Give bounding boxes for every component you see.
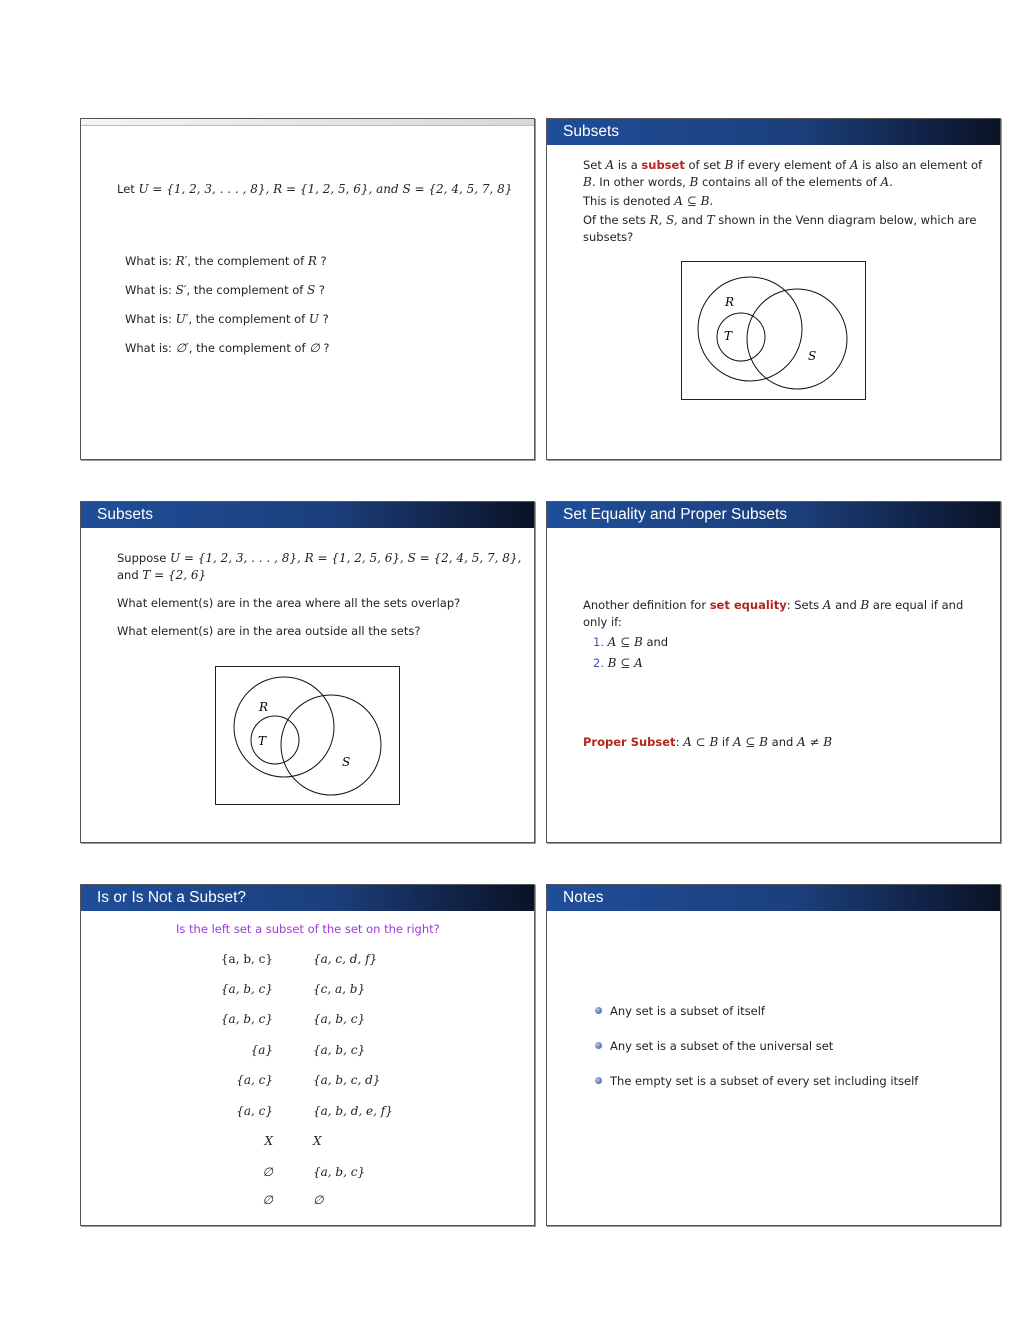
slide-subsets-definition	[546, 118, 1001, 460]
quiz-row-left: {a, b, c}	[220, 952, 273, 966]
condition-1: 1. A ⊆ B and	[593, 635, 669, 649]
proper-subset-definition: Proper Subset: A ⊂ B if A ⊆ B and A ≠ B	[583, 735, 833, 749]
quiz-row-left: {a}	[250, 1043, 273, 1057]
subset-notation: This is denoted A ⊆ B.	[583, 194, 714, 208]
intro-line	[117, 181, 512, 198]
bullet-icon	[595, 1077, 602, 1084]
quiz-row-left: X	[264, 1134, 273, 1148]
quiz-row-right: {a, b, c, d}	[313, 1073, 381, 1087]
slide-title: Notes	[547, 885, 1000, 911]
label-r: R	[259, 700, 269, 714]
bullet-icon	[595, 1007, 602, 1014]
subset-question: Of the sets R, S, and T shown in the Venn diagram below, which are subsets?	[583, 213, 977, 244]
quiz-row-right: {a, b, c}	[313, 1165, 366, 1179]
quiz-row-left: ∅	[262, 1193, 273, 1207]
label-t: T	[258, 734, 267, 748]
subset-definition: Set A is a subset of set B if every element of A is also an element of B. In other words, B contains all of the elements of A.	[583, 158, 983, 189]
slide-title: Set Equality and Proper Subsets	[547, 502, 1000, 528]
slide-title: Subsets	[547, 119, 1000, 145]
quiz-row-right: {a, b, c}	[313, 1012, 366, 1026]
slide-is-subset-quiz	[80, 884, 535, 1226]
label-t: T	[724, 329, 733, 343]
quiz-row-left: {a, b, c}	[220, 982, 273, 996]
suppose-line-2: and T = {2, 6}	[117, 568, 207, 582]
quiz-row-right: {a, b, c}	[313, 1043, 366, 1057]
note-item: The empty set is a subset of every set including itself	[595, 1073, 918, 1090]
slide-header-blank	[81, 119, 534, 126]
label-r: R	[725, 295, 735, 309]
quiz-row-left: {a, c}	[236, 1104, 273, 1118]
quiz-question: Is the left set a subset of the set on the right?	[176, 922, 440, 936]
outside-question: What element(s) are in the area outside all the sets?	[117, 624, 421, 638]
question-3: What is: U′, the complement of U ?	[125, 312, 329, 326]
label-s: S	[342, 755, 351, 769]
note-item: Any set is a subset of the universal set	[595, 1038, 833, 1055]
set-r-circle	[698, 277, 802, 381]
question-4: What is: ∅′, the complement of ∅ ?	[125, 341, 330, 355]
label-s: S	[808, 349, 817, 363]
set-s-circle	[747, 289, 847, 389]
condition-2: 2. B ⊆ A	[593, 656, 643, 670]
slide-title: Subsets	[81, 502, 534, 528]
slide-notes	[546, 884, 1001, 1226]
quiz-row-left: {a, b, c}	[220, 1012, 273, 1026]
quiz-row-right: {c, a, b}	[313, 982, 366, 996]
slide-subsets-venn	[80, 501, 535, 843]
quiz-row-left: {a, c}	[236, 1073, 273, 1087]
intro-sets: U = {1, 2, 3, . . . , 8}, R = {1, 2, 5, 6}, and S = {2, 4, 5, 7, 8}	[138, 182, 513, 196]
quiz-row-right: ∅	[313, 1193, 324, 1207]
venn-diagram	[215, 666, 400, 805]
question-1: What is: R′, the complement of R ?	[125, 254, 327, 268]
quiz-row-right: {a, c, d, f}	[313, 952, 378, 966]
quiz-row-right: X	[313, 1134, 322, 1148]
venn-diagram	[681, 261, 866, 400]
overlap-question: What element(s) are in the area where all the sets overlap?	[117, 596, 461, 610]
bullet-icon	[595, 1042, 602, 1049]
equality-definition: Another definition for set equality: Sets A and B are equal if and only if:	[583, 598, 964, 629]
quiz-row-left: ∅	[262, 1165, 273, 1179]
slide-set-equality	[546, 501, 1001, 843]
intro-label: Let	[117, 182, 135, 196]
slide-title: Is or Is Not a Subset?	[81, 885, 534, 911]
question-2: What is: S′, the complement of S ?	[125, 283, 325, 297]
slide-complements	[80, 118, 535, 460]
quiz-row-right: {a, b, d, e, f}	[313, 1104, 393, 1118]
note-item: Any set is a subset of itself	[595, 1003, 765, 1020]
suppose-line-1: Suppose U = {1, 2, 3, . . . , 8}, R = {1, 2, 5, 6}, S = {2, 4, 5, 7, 8},	[117, 551, 522, 565]
